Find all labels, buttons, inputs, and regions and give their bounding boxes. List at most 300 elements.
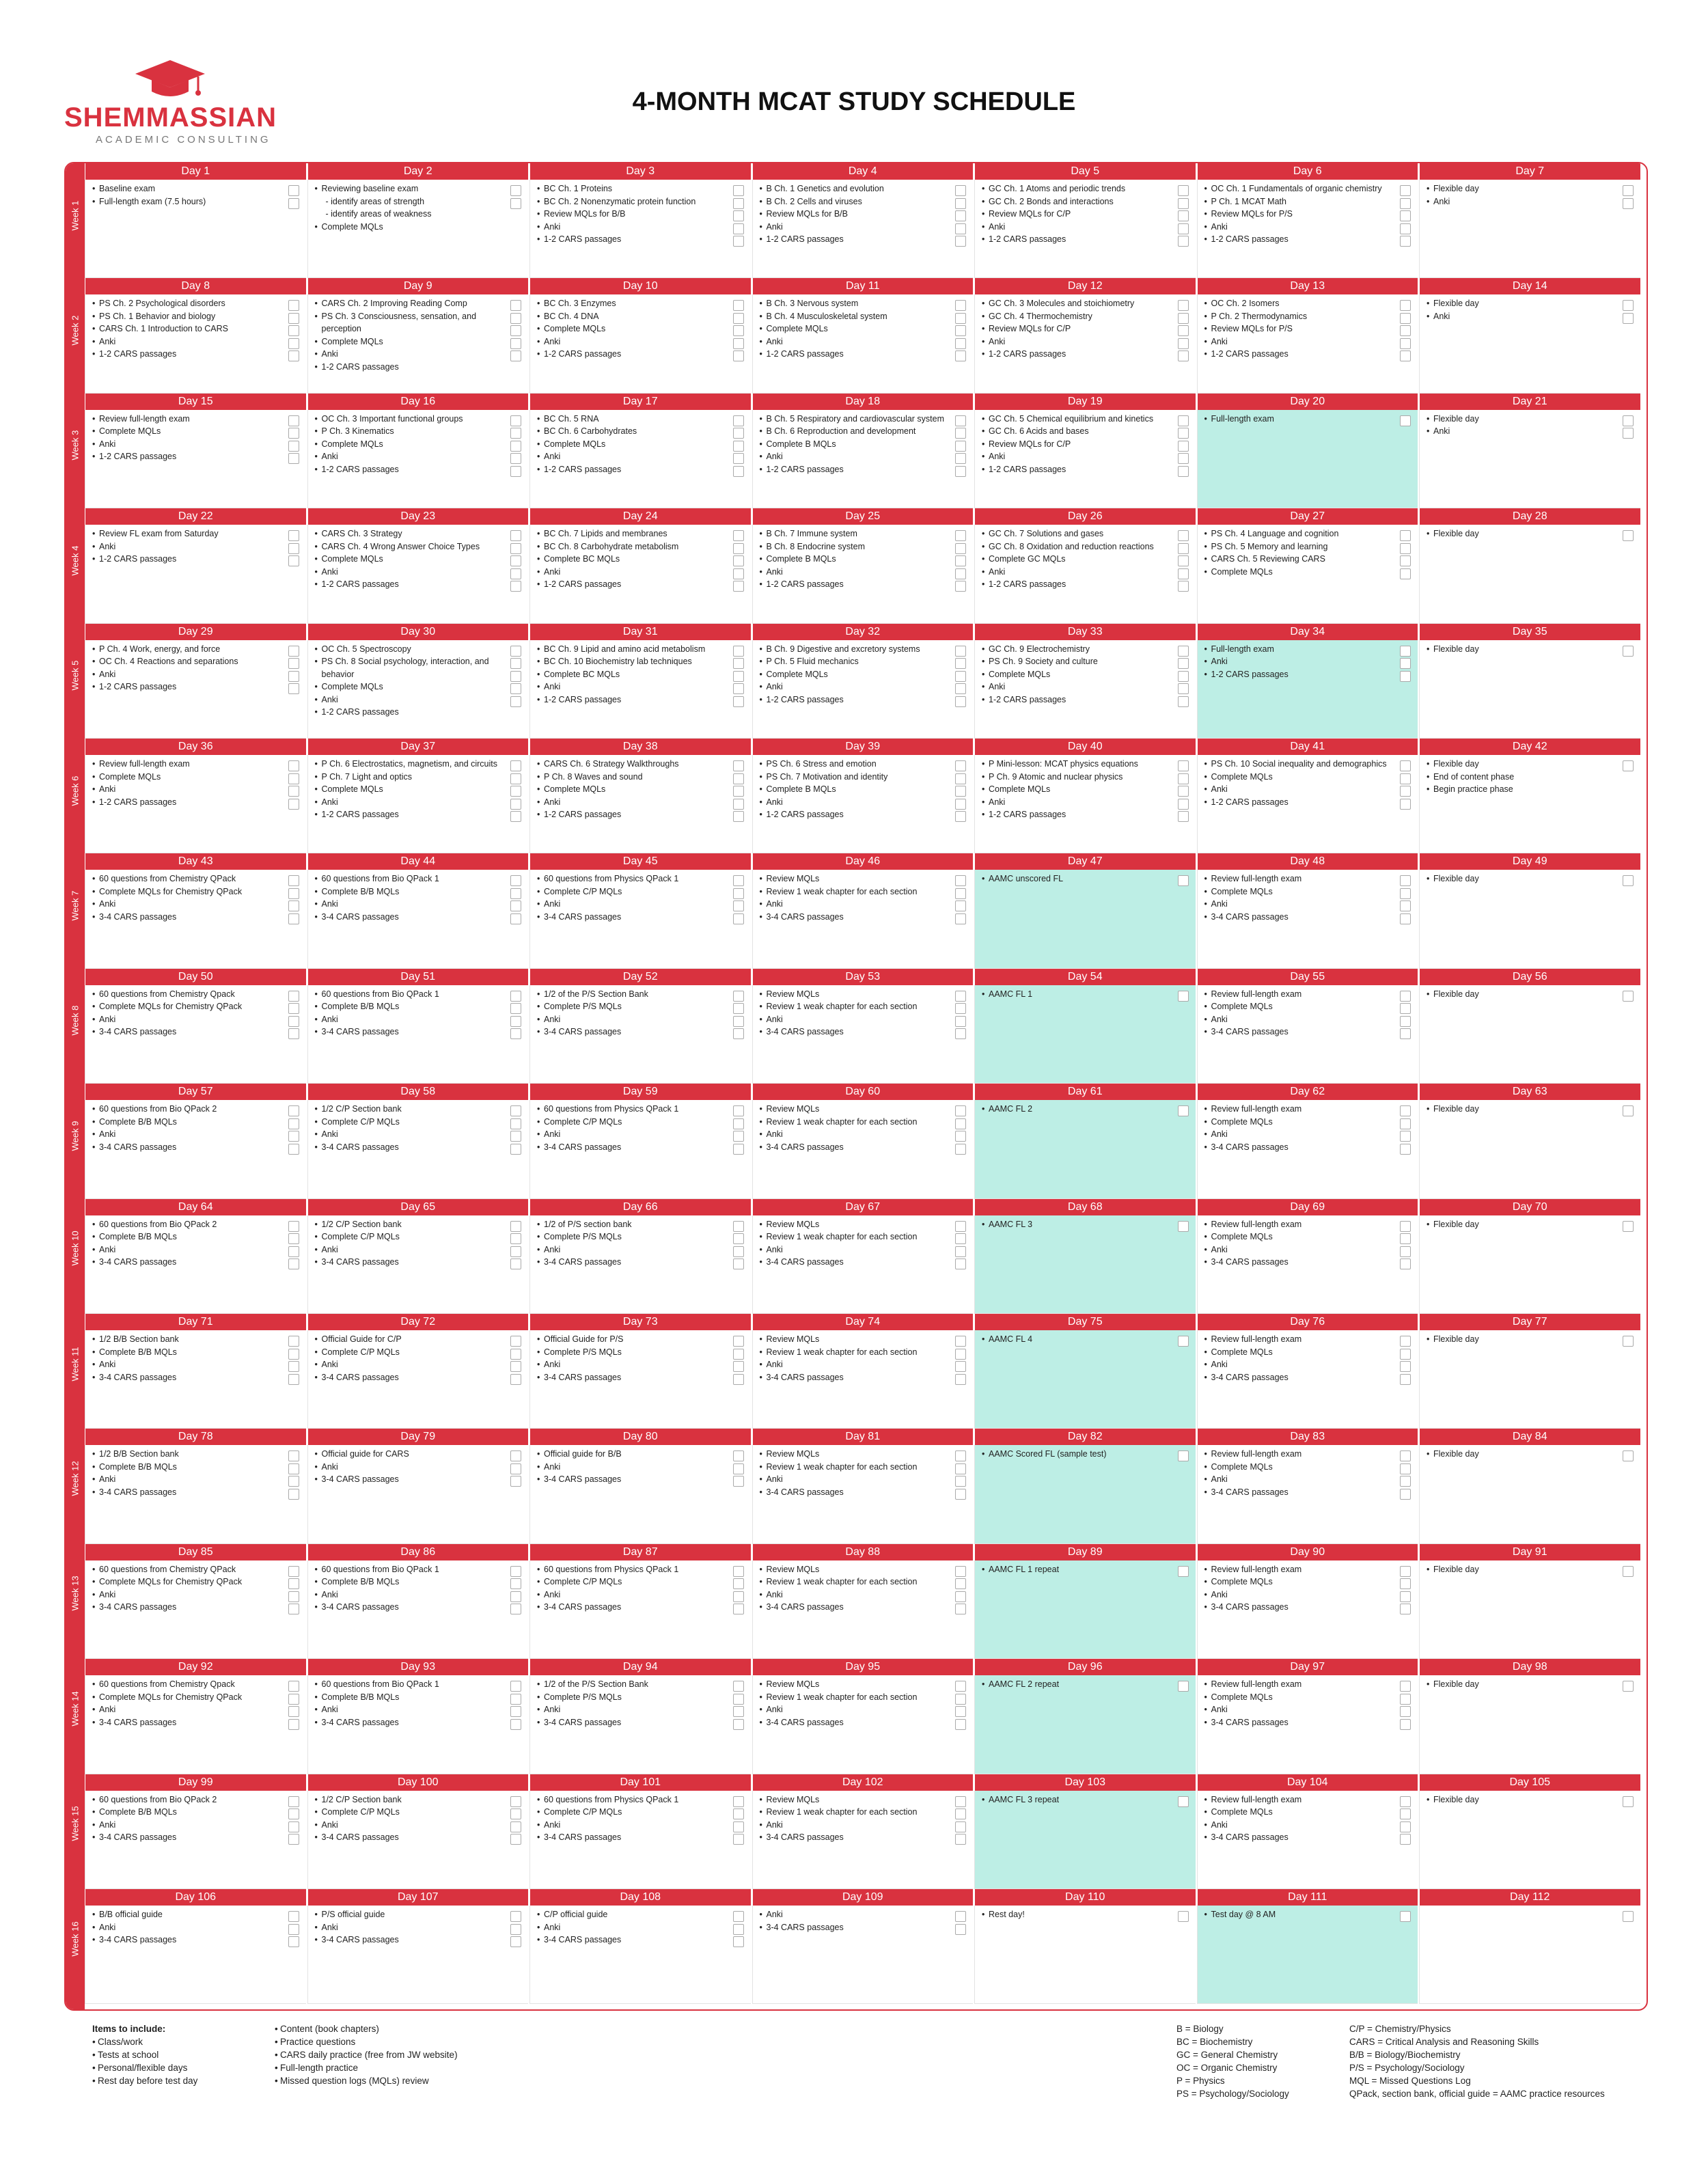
task-checkbox[interactable] [955, 1361, 966, 1372]
task-checkbox[interactable] [955, 428, 966, 439]
task-checkbox[interactable] [288, 913, 299, 924]
task-checkbox[interactable] [510, 530, 521, 541]
task-checkbox[interactable] [733, 1374, 744, 1385]
task-checkbox[interactable] [955, 210, 966, 221]
task-checkbox[interactable] [510, 1233, 521, 1244]
task-checkbox[interactable] [1400, 415, 1411, 426]
task-checkbox[interactable] [733, 1476, 744, 1487]
task-checkbox[interactable] [733, 1105, 744, 1116]
task-checkbox[interactable] [955, 799, 966, 810]
task-checkbox[interactable] [1400, 350, 1411, 361]
task-checkbox[interactable] [733, 1016, 744, 1027]
task-checkbox[interactable] [1178, 1566, 1189, 1577]
task-checkbox[interactable] [1178, 773, 1189, 784]
task-checkbox[interactable] [955, 581, 966, 592]
task-checkbox[interactable] [288, 1476, 299, 1487]
task-checkbox[interactable] [1178, 338, 1189, 349]
task-checkbox[interactable] [510, 555, 521, 566]
task-checkbox[interactable] [955, 1604, 966, 1614]
task-checkbox[interactable] [510, 338, 521, 349]
task-checkbox[interactable] [733, 1246, 744, 1257]
task-checkbox[interactable] [1623, 185, 1634, 196]
task-checkbox[interactable] [955, 198, 966, 209]
task-checkbox[interactable] [510, 1144, 521, 1155]
task-checkbox[interactable] [733, 415, 744, 426]
task-checkbox[interactable] [733, 888, 744, 899]
task-checkbox[interactable] [1400, 185, 1411, 196]
task-checkbox[interactable] [1623, 428, 1634, 439]
task-checkbox[interactable] [288, 683, 299, 694]
task-checkbox[interactable] [955, 300, 966, 311]
task-checkbox[interactable] [1178, 210, 1189, 221]
task-checkbox[interactable] [1400, 210, 1411, 221]
task-checkbox[interactable] [1178, 223, 1189, 234]
task-checkbox[interactable] [1623, 300, 1634, 311]
task-checkbox[interactable] [733, 1118, 744, 1129]
task-checkbox[interactable] [288, 991, 299, 1002]
task-checkbox[interactable] [288, 875, 299, 886]
task-checkbox[interactable] [733, 1821, 744, 1832]
task-checkbox[interactable] [955, 888, 966, 899]
task-checkbox[interactable] [955, 441, 966, 452]
task-checkbox[interactable] [733, 683, 744, 694]
task-checkbox[interactable] [1400, 1118, 1411, 1129]
task-checkbox[interactable] [510, 325, 521, 336]
task-checkbox[interactable] [1623, 530, 1634, 541]
task-checkbox[interactable] [1178, 1221, 1189, 1232]
task-checkbox[interactable] [288, 1259, 299, 1269]
task-checkbox[interactable] [510, 428, 521, 439]
task-checkbox[interactable] [1400, 1144, 1411, 1155]
task-checkbox[interactable] [1623, 1681, 1634, 1692]
task-checkbox[interactable] [1400, 786, 1411, 797]
task-checkbox[interactable] [955, 1694, 966, 1705]
task-checkbox[interactable] [733, 875, 744, 886]
task-checkbox[interactable] [1178, 1681, 1189, 1692]
task-checkbox[interactable] [955, 913, 966, 924]
task-checkbox[interactable] [510, 1821, 521, 1832]
task-checkbox[interactable] [733, 185, 744, 196]
task-checkbox[interactable] [510, 1809, 521, 1819]
task-checkbox[interactable] [288, 671, 299, 682]
task-checkbox[interactable] [1178, 875, 1189, 886]
task-checkbox[interactable] [733, 1566, 744, 1577]
task-checkbox[interactable] [955, 991, 966, 1002]
task-checkbox[interactable] [510, 1336, 521, 1347]
task-checkbox[interactable] [1178, 683, 1189, 694]
task-checkbox[interactable] [733, 811, 744, 822]
task-checkbox[interactable] [288, 1105, 299, 1116]
task-checkbox[interactable] [288, 300, 299, 311]
task-checkbox[interactable] [955, 543, 966, 554]
task-checkbox[interactable] [1178, 646, 1189, 657]
task-checkbox[interactable] [288, 1361, 299, 1372]
task-checkbox[interactable] [510, 991, 521, 1002]
task-checkbox[interactable] [733, 1834, 744, 1845]
task-checkbox[interactable] [955, 1016, 966, 1027]
task-checkbox[interactable] [733, 1809, 744, 1819]
task-checkbox[interactable] [1400, 1911, 1411, 1922]
task-checkbox[interactable] [955, 325, 966, 336]
task-checkbox[interactable] [955, 683, 966, 694]
task-checkbox[interactable] [510, 300, 521, 311]
task-checkbox[interactable] [733, 1463, 744, 1474]
task-checkbox[interactable] [288, 786, 299, 797]
task-checkbox[interactable] [1178, 530, 1189, 541]
task-checkbox[interactable] [510, 900, 521, 911]
task-checkbox[interactable] [1178, 543, 1189, 554]
task-checkbox[interactable] [288, 900, 299, 911]
task-checkbox[interactable] [733, 453, 744, 464]
task-checkbox[interactable] [510, 441, 521, 452]
task-checkbox[interactable] [288, 1144, 299, 1155]
task-checkbox[interactable] [1178, 786, 1189, 797]
task-checkbox[interactable] [510, 1796, 521, 1807]
task-checkbox[interactable] [1623, 1450, 1634, 1461]
task-checkbox[interactable] [733, 658, 744, 669]
task-checkbox[interactable] [733, 236, 744, 247]
task-checkbox[interactable] [288, 1604, 299, 1614]
task-checkbox[interactable] [510, 1834, 521, 1845]
task-checkbox[interactable] [288, 773, 299, 784]
task-checkbox[interactable] [510, 453, 521, 464]
task-checkbox[interactable] [733, 210, 744, 221]
task-checkbox[interactable] [510, 913, 521, 924]
task-checkbox[interactable] [733, 1361, 744, 1372]
task-checkbox[interactable] [1400, 658, 1411, 669]
task-checkbox[interactable] [733, 530, 744, 541]
task-checkbox[interactable] [955, 1719, 966, 1730]
task-checkbox[interactable] [288, 1821, 299, 1832]
task-checkbox[interactable] [733, 671, 744, 682]
task-checkbox[interactable] [955, 875, 966, 886]
task-checkbox[interactable] [955, 1349, 966, 1360]
task-checkbox[interactable] [733, 786, 744, 797]
task-checkbox[interactable] [288, 1936, 299, 1947]
task-checkbox[interactable] [733, 1450, 744, 1461]
task-checkbox[interactable] [733, 1259, 744, 1269]
task-checkbox[interactable] [955, 1809, 966, 1819]
task-checkbox[interactable] [1178, 671, 1189, 682]
task-checkbox[interactable] [955, 313, 966, 324]
task-checkbox[interactable] [510, 799, 521, 810]
task-checkbox[interactable] [733, 581, 744, 592]
task-checkbox[interactable] [955, 338, 966, 349]
task-checkbox[interactable] [288, 799, 299, 810]
task-checkbox[interactable] [733, 313, 744, 324]
task-checkbox[interactable] [1400, 1694, 1411, 1705]
task-checkbox[interactable] [733, 1924, 744, 1935]
task-checkbox[interactable] [1400, 1706, 1411, 1717]
task-checkbox[interactable] [510, 1566, 521, 1577]
task-checkbox[interactable] [1623, 1336, 1634, 1347]
task-checkbox[interactable] [955, 1834, 966, 1845]
task-checkbox[interactable] [1400, 773, 1411, 784]
task-checkbox[interactable] [955, 1450, 966, 1461]
task-checkbox[interactable] [510, 568, 521, 579]
task-checkbox[interactable] [733, 1221, 744, 1232]
task-checkbox[interactable] [1400, 325, 1411, 336]
task-checkbox[interactable] [1178, 1105, 1189, 1116]
task-checkbox[interactable] [510, 1719, 521, 1730]
task-checkbox[interactable] [1623, 1105, 1634, 1116]
task-checkbox[interactable] [1400, 1834, 1411, 1845]
task-checkbox[interactable] [1178, 811, 1189, 822]
task-checkbox[interactable] [288, 646, 299, 657]
task-checkbox[interactable] [510, 1936, 521, 1947]
task-checkbox[interactable] [288, 1016, 299, 1027]
task-checkbox[interactable] [733, 773, 744, 784]
task-checkbox[interactable] [510, 1361, 521, 1372]
task-checkbox[interactable] [1400, 1003, 1411, 1014]
task-checkbox[interactable] [1178, 325, 1189, 336]
task-checkbox[interactable] [955, 671, 966, 682]
task-checkbox[interactable] [510, 1003, 521, 1014]
task-checkbox[interactable] [1178, 236, 1189, 247]
task-checkbox[interactable] [288, 543, 299, 554]
task-checkbox[interactable] [510, 1924, 521, 1935]
task-checkbox[interactable] [1400, 799, 1411, 810]
task-checkbox[interactable] [510, 888, 521, 899]
task-checkbox[interactable] [288, 1374, 299, 1385]
task-checkbox[interactable] [1400, 760, 1411, 771]
task-checkbox[interactable] [288, 530, 299, 541]
task-checkbox[interactable] [1623, 1911, 1634, 1922]
task-checkbox[interactable] [1178, 350, 1189, 361]
task-checkbox[interactable] [510, 696, 521, 707]
task-checkbox[interactable] [733, 1028, 744, 1039]
task-checkbox[interactable] [1400, 1374, 1411, 1385]
task-checkbox[interactable] [733, 555, 744, 566]
task-checkbox[interactable] [733, 1706, 744, 1717]
task-checkbox[interactable] [733, 1604, 744, 1614]
task-checkbox[interactable] [1400, 1796, 1411, 1807]
task-checkbox[interactable] [1400, 900, 1411, 911]
task-checkbox[interactable] [510, 350, 521, 361]
task-checkbox[interactable] [955, 1821, 966, 1832]
task-checkbox[interactable] [733, 350, 744, 361]
task-checkbox[interactable] [510, 543, 521, 554]
task-checkbox[interactable] [733, 338, 744, 349]
task-checkbox[interactable] [288, 1336, 299, 1347]
task-checkbox[interactable] [1623, 198, 1634, 209]
task-checkbox[interactable] [1400, 338, 1411, 349]
task-checkbox[interactable] [955, 555, 966, 566]
task-checkbox[interactable] [1178, 300, 1189, 311]
task-checkbox[interactable] [1623, 1221, 1634, 1232]
task-checkbox[interactable] [1400, 1028, 1411, 1039]
task-checkbox[interactable] [733, 799, 744, 810]
task-checkbox[interactable] [955, 760, 966, 771]
task-checkbox[interactable] [1400, 543, 1411, 554]
task-checkbox[interactable] [510, 1476, 521, 1487]
task-checkbox[interactable] [288, 1578, 299, 1589]
task-checkbox[interactable] [955, 1144, 966, 1155]
task-checkbox[interactable] [288, 1450, 299, 1461]
task-checkbox[interactable] [510, 1118, 521, 1129]
task-checkbox[interactable] [1400, 555, 1411, 566]
task-checkbox[interactable] [288, 1233, 299, 1244]
task-checkbox[interactable] [733, 1578, 744, 1589]
task-checkbox[interactable] [288, 1566, 299, 1577]
task-checkbox[interactable] [288, 1694, 299, 1705]
task-checkbox[interactable] [1400, 1246, 1411, 1257]
task-checkbox[interactable] [288, 1911, 299, 1922]
task-checkbox[interactable] [955, 811, 966, 822]
task-checkbox[interactable] [955, 1489, 966, 1500]
task-checkbox[interactable] [288, 338, 299, 349]
task-checkbox[interactable] [733, 1131, 744, 1142]
task-checkbox[interactable] [955, 1463, 966, 1474]
task-checkbox[interactable] [1623, 1566, 1634, 1577]
task-checkbox[interactable] [955, 646, 966, 657]
task-checkbox[interactable] [1400, 1566, 1411, 1577]
task-checkbox[interactable] [955, 1591, 966, 1602]
task-checkbox[interactable] [1400, 1016, 1411, 1027]
task-checkbox[interactable] [955, 1118, 966, 1129]
task-checkbox[interactable] [955, 530, 966, 541]
task-checkbox[interactable] [288, 453, 299, 464]
task-checkbox[interactable] [955, 1578, 966, 1589]
task-checkbox[interactable] [288, 350, 299, 361]
task-checkbox[interactable] [510, 1016, 521, 1027]
task-checkbox[interactable] [288, 1796, 299, 1807]
task-checkbox[interactable] [955, 696, 966, 707]
task-checkbox[interactable] [1400, 568, 1411, 579]
task-checkbox[interactable] [955, 350, 966, 361]
task-checkbox[interactable] [955, 568, 966, 579]
task-checkbox[interactable] [1400, 1681, 1411, 1692]
task-checkbox[interactable] [510, 198, 521, 209]
task-checkbox[interactable] [510, 1591, 521, 1602]
task-checkbox[interactable] [1623, 1796, 1634, 1807]
task-checkbox[interactable] [733, 1694, 744, 1705]
task-checkbox[interactable] [288, 1131, 299, 1142]
task-checkbox[interactable] [1400, 236, 1411, 247]
task-checkbox[interactable] [1400, 1105, 1411, 1116]
task-checkbox[interactable] [1178, 1336, 1189, 1347]
task-checkbox[interactable] [1400, 530, 1411, 541]
task-checkbox[interactable] [288, 428, 299, 439]
task-checkbox[interactable] [288, 1719, 299, 1730]
task-checkbox[interactable] [1400, 646, 1411, 657]
task-checkbox[interactable] [288, 1706, 299, 1717]
task-checkbox[interactable] [1400, 1604, 1411, 1614]
task-checkbox[interactable] [1400, 1719, 1411, 1730]
task-checkbox[interactable] [510, 1374, 521, 1385]
task-checkbox[interactable] [1400, 1450, 1411, 1461]
task-checkbox[interactable] [1623, 415, 1634, 426]
task-checkbox[interactable] [955, 1796, 966, 1807]
task-checkbox[interactable] [1400, 1821, 1411, 1832]
task-checkbox[interactable] [1623, 991, 1634, 1002]
task-checkbox[interactable] [955, 453, 966, 464]
task-checkbox[interactable] [955, 236, 966, 247]
task-checkbox[interactable] [733, 1003, 744, 1014]
task-checkbox[interactable] [733, 1591, 744, 1602]
task-checkbox[interactable] [1178, 198, 1189, 209]
task-checkbox[interactable] [510, 1450, 521, 1461]
task-checkbox[interactable] [510, 875, 521, 886]
task-checkbox[interactable] [1400, 1349, 1411, 1360]
task-checkbox[interactable] [955, 1681, 966, 1692]
task-checkbox[interactable] [1178, 991, 1189, 1002]
task-checkbox[interactable] [733, 1911, 744, 1922]
task-checkbox[interactable] [1400, 300, 1411, 311]
task-checkbox[interactable] [1400, 1131, 1411, 1142]
task-checkbox[interactable] [733, 568, 744, 579]
task-checkbox[interactable] [1178, 696, 1189, 707]
task-checkbox[interactable] [1623, 875, 1634, 886]
task-checkbox[interactable] [288, 1221, 299, 1232]
task-checkbox[interactable] [733, 913, 744, 924]
task-checkbox[interactable] [510, 811, 521, 822]
task-checkbox[interactable] [1400, 1361, 1411, 1372]
task-checkbox[interactable] [510, 1028, 521, 1039]
task-checkbox[interactable] [955, 1233, 966, 1244]
task-checkbox[interactable] [510, 1259, 521, 1269]
task-checkbox[interactable] [1178, 658, 1189, 669]
task-checkbox[interactable] [955, 466, 966, 477]
task-checkbox[interactable] [1400, 313, 1411, 324]
task-checkbox[interactable] [510, 1694, 521, 1705]
task-checkbox[interactable] [955, 1105, 966, 1116]
task-checkbox[interactable] [288, 1349, 299, 1360]
task-checkbox[interactable] [1623, 760, 1634, 771]
task-checkbox[interactable] [1178, 555, 1189, 566]
task-checkbox[interactable] [1400, 1463, 1411, 1474]
task-checkbox[interactable] [288, 313, 299, 324]
task-checkbox[interactable] [1400, 1489, 1411, 1500]
task-checkbox[interactable] [733, 646, 744, 657]
task-checkbox[interactable] [288, 1681, 299, 1692]
task-checkbox[interactable] [288, 1003, 299, 1014]
task-checkbox[interactable] [288, 555, 299, 566]
task-checkbox[interactable] [288, 1809, 299, 1819]
task-checkbox[interactable] [733, 1233, 744, 1244]
task-checkbox[interactable] [733, 466, 744, 477]
task-checkbox[interactable] [955, 1476, 966, 1487]
task-checkbox[interactable] [1400, 1591, 1411, 1602]
task-checkbox[interactable] [510, 1604, 521, 1614]
task-checkbox[interactable] [1178, 453, 1189, 464]
task-checkbox[interactable] [955, 786, 966, 797]
task-checkbox[interactable] [733, 1349, 744, 1360]
task-checkbox[interactable] [288, 198, 299, 209]
task-checkbox[interactable] [955, 1706, 966, 1717]
task-checkbox[interactable] [955, 1566, 966, 1577]
task-checkbox[interactable] [1400, 1809, 1411, 1819]
task-checkbox[interactable] [510, 683, 521, 694]
task-checkbox[interactable] [1400, 1336, 1411, 1347]
task-checkbox[interactable] [288, 1591, 299, 1602]
task-checkbox[interactable] [1623, 646, 1634, 657]
task-checkbox[interactable] [733, 900, 744, 911]
task-checkbox[interactable] [1400, 671, 1411, 682]
task-checkbox[interactable] [288, 1924, 299, 1935]
task-checkbox[interactable] [510, 1578, 521, 1589]
task-checkbox[interactable] [955, 185, 966, 196]
task-checkbox[interactable] [288, 1118, 299, 1129]
task-checkbox[interactable] [733, 696, 744, 707]
task-checkbox[interactable] [1400, 875, 1411, 886]
task-checkbox[interactable] [288, 441, 299, 452]
task-checkbox[interactable] [955, 1221, 966, 1232]
task-checkbox[interactable] [1178, 1450, 1189, 1461]
task-checkbox[interactable] [733, 325, 744, 336]
task-checkbox[interactable] [288, 1834, 299, 1845]
task-checkbox[interactable] [1178, 760, 1189, 771]
